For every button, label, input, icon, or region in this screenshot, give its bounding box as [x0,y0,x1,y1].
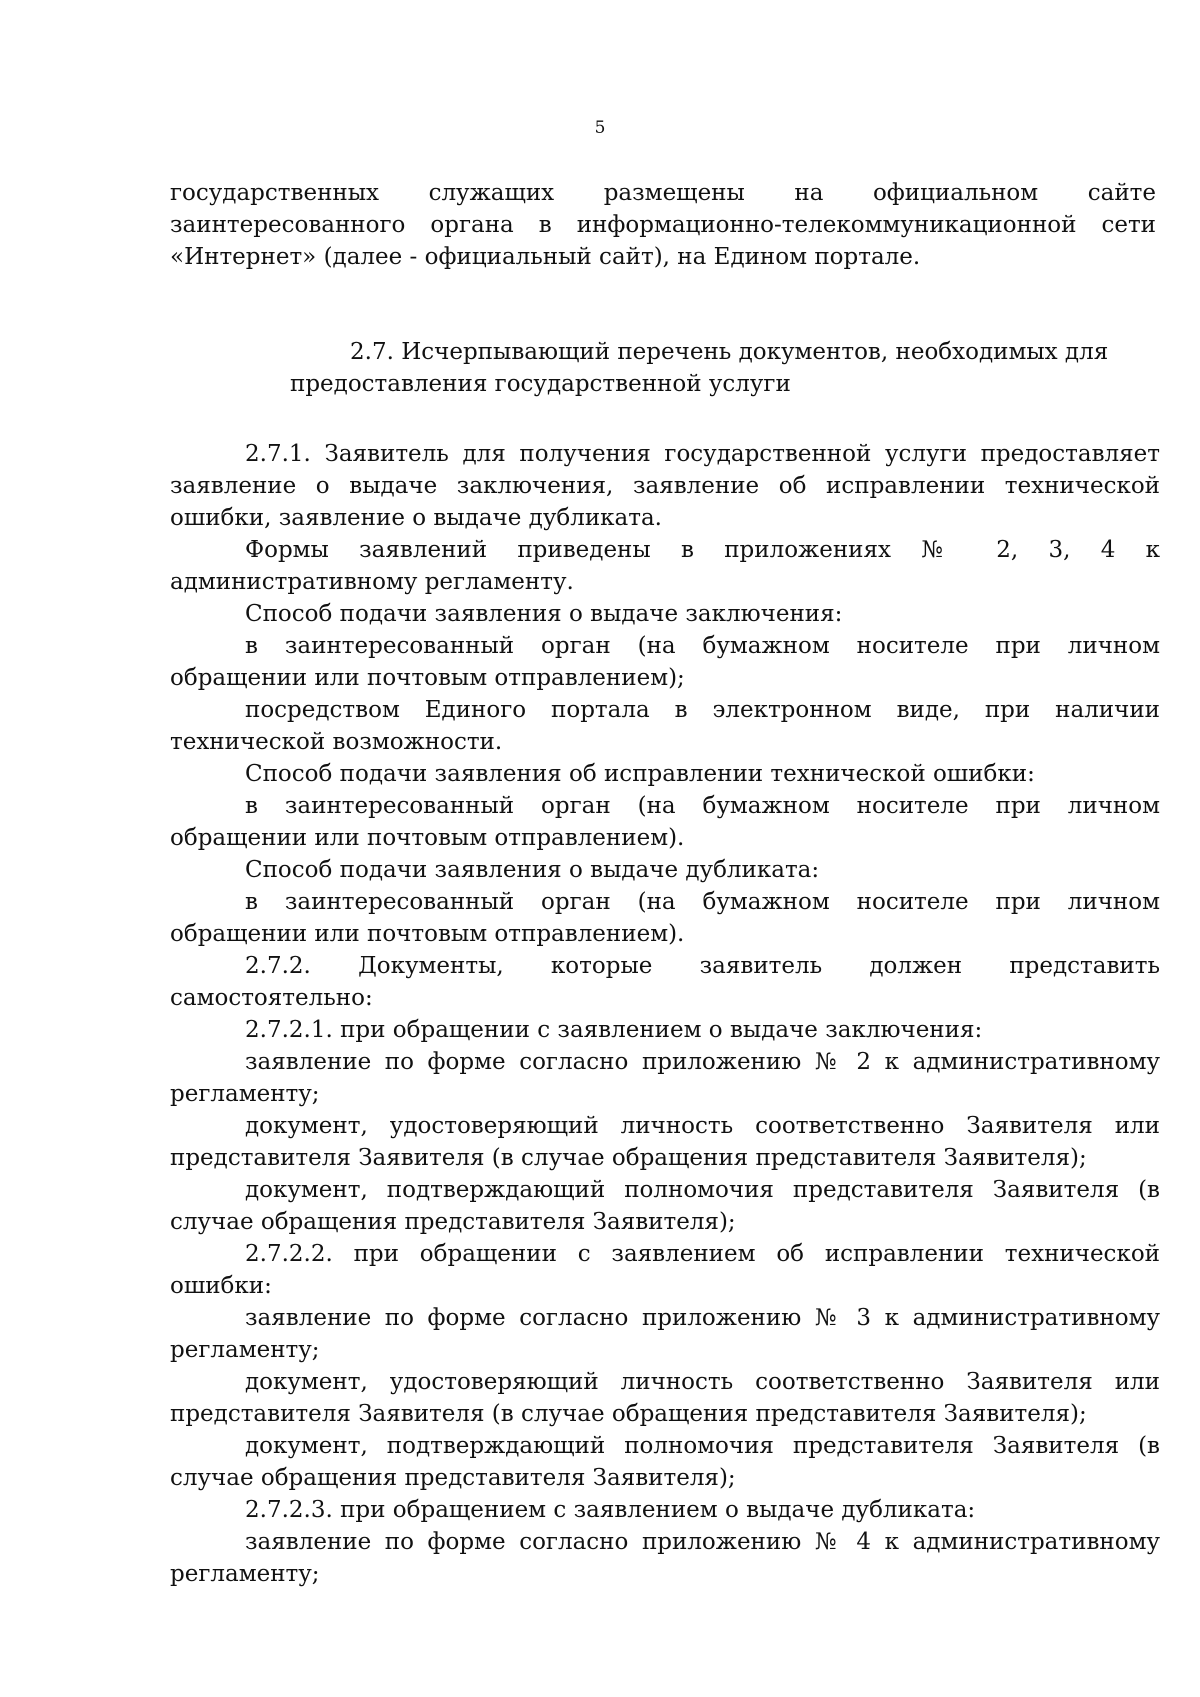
page-number: 5 [594,118,606,138]
body-paragraph: 2.7.1. Заявитель для получения государственной услуги предоставляет заявление о выдаче заключения, заявление об исправлении технической ошибки, заявление о выдаче дубликата. [170,441,1160,531]
section-heading-line-1: 2.7. Исчерпывающий перечень документов, необходимых для [350,339,1109,365]
body-paragraph: Способ подачи заявления о выдаче заключения: [245,601,843,627]
body-paragraph: в заинтересованный орган (на бумажном носителе при личном обращении или почтовым отправлением). [170,889,1160,947]
body-paragraph: документ, удостоверяющий личность соответственно Заявителя или представителя Заявителя (в случае обращения представителя Заявителя); [170,1369,1160,1427]
body-paragraph: документ, подтверждающий полномочия представителя Заявителя (в случае обращения представителя Заявителя); [170,1433,1160,1491]
body-paragraph: в заинтересованный орган (на бумажном носителе при личном обращении или почтовым отправлением); [170,633,1160,691]
body-paragraph: Способ подачи заявления об исправлении технической ошибки: [245,761,1035,787]
body-paragraph: в заинтересованный орган (на бумажном носителе при личном обращении или почтовым отправлением). [170,793,1160,851]
body-paragraph: 2.7.2.2. при обращении с заявлением об исправлении технической ошибки: [170,1241,1160,1299]
section-heading [170,336,1156,400]
body-paragraph: Способ подачи заявления о выдаче дубликата: [245,857,820,883]
section-heading-line-2: предоставления государственной услуги [290,371,791,397]
body-paragraph: заявление по форме согласно приложению № 4 к административному регламенту; [170,1529,1160,1587]
body-paragraph: 2.7.2.1. при обращении с заявлением о выдаче заключения: [245,1017,983,1043]
body-paragraph: 2.7.2.3. при обращением с заявлением о выдаче дубликата: [245,1497,976,1523]
body-paragraph: заявление по форме согласно приложению № 2 к административному регламенту; [170,1049,1160,1107]
body-paragraph: заявление по форме согласно приложению № 3 к административному регламенту; [170,1305,1160,1363]
body-paragraph: 2.7.2. Документы, которые заявитель должен представить самостоятельно: [170,953,1160,1011]
section-body [170,438,1160,1590]
intro-block [170,177,1156,273]
body-paragraph: посредством Единого портала в электронном виде, при наличии технической возможности. [170,697,1160,755]
body-paragraph: документ, удостоверяющий личность соответственно Заявителя или представителя Заявителя (в случае обращения представителя Заявителя); [170,1113,1160,1171]
body-paragraph: документ, подтверждающий полномочия представителя Заявителя (в случае обращения представителя Заявителя); [170,1177,1160,1235]
body-paragraph: Формы заявлений приведены в приложениях № 2, 3, 4 к административному регламенту. [170,537,1160,595]
intro-paragraph: государственных служащих размещены на официальном сайте заинтересованного органа в информационно-телекоммуникационной сети «Интернет» (далее - официальный сайт), на Едином портале. [170,180,1156,270]
